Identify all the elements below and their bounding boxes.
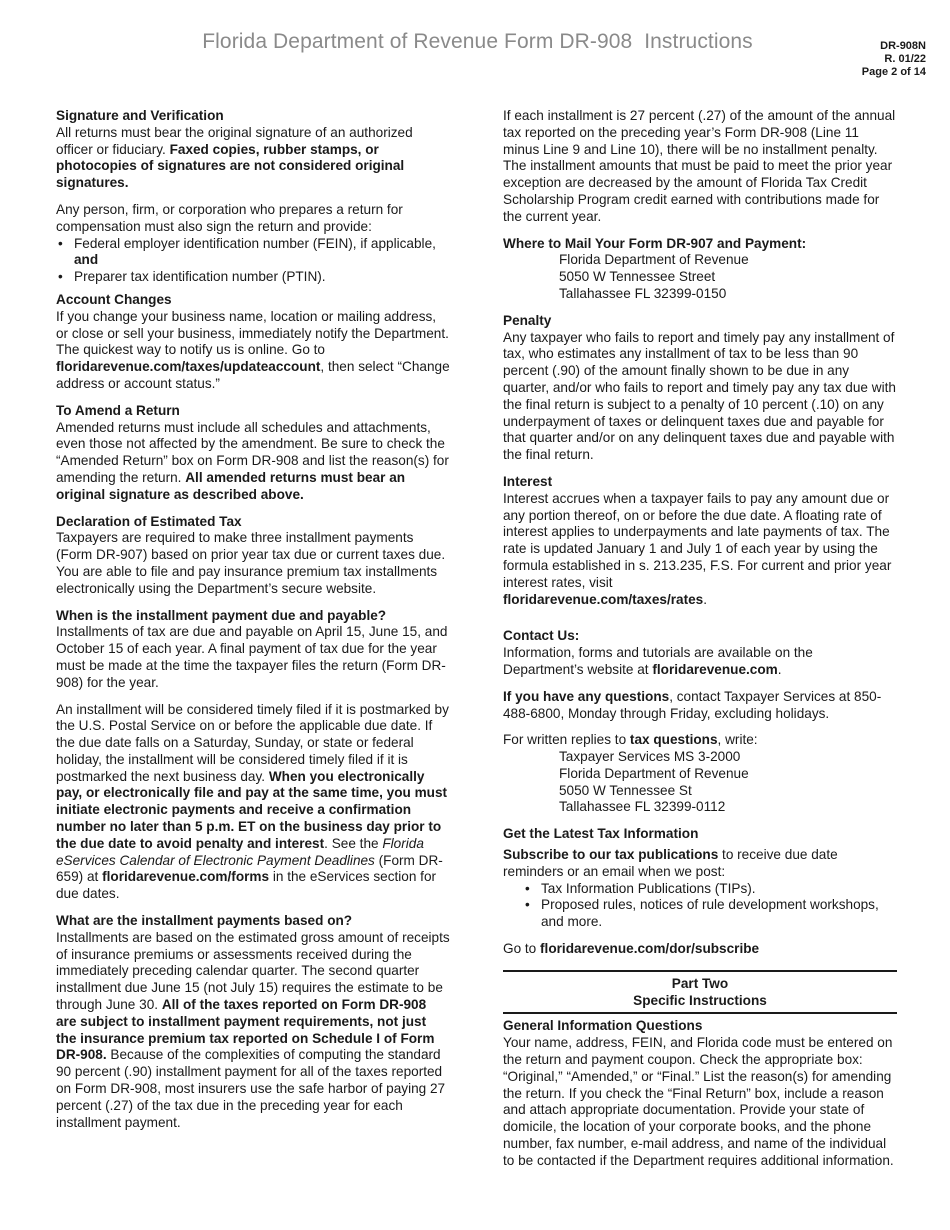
address-line: Taxpayer Services MS 3-2000: [559, 749, 741, 765]
due-date-heading: When is the installment payment due and payable?: [56, 607, 387, 623]
left-column: [56, 108, 450, 1141]
subscribe-go-paragraph: Go to floridarevenue.com/dor/subscribe: [503, 941, 760, 957]
update-account-link[interactable]: floridarevenue.com/taxes/updateaccount: [56, 359, 321, 375]
address-line: 5050 W Tennessee St: [559, 782, 692, 798]
form-revision: R. 01/22: [884, 53, 926, 65]
part-two-banner: [503, 970, 897, 1015]
installment-basis-heading: What are the installment payments based on?: [56, 913, 353, 929]
subscribe-paragraph: Subscribe to our tax publications to receive due date reminders or an email when we post:: [503, 847, 838, 879]
part-two-subtitle: Specific Instructions: [633, 992, 767, 1008]
page-number: Page 2 of 14: [861, 66, 926, 78]
signature-paragraph: All returns must bear the original signature of an authorized officer or fiduciary. Faxed copies, rubber stamps, or photocopies of signatures are not considered original signatures.: [56, 124, 413, 191]
page-title: Florida Department of Revenue Form DR-908 Instructions: [202, 30, 753, 53]
signature-heading: Signature and Verification: [56, 108, 224, 123]
rates-link[interactable]: floridarevenue.com/taxes/rates: [503, 591, 704, 607]
interest-paragraph: Interest accrues when a taxpayer fails to pay any amount due or any portion thereof, on or before the due date. A floating rate of interest applies to underpayments and late payments of tax. The rate is updated January 1 and July 1 of each year by using the formula established in s. 213.235, F.S. For current and prior year interest rates, visit floridarevenue.com/taxes/rates.: [503, 490, 892, 607]
publications-list: [523, 881, 897, 931]
due-date-paragraph: Installments of tax are due and payable on April 15, June 15, and October 15 of each year. A final payment of tax due for the year must be made at the time the taxpayer files the return (Form DR-908) for the year.: [56, 624, 448, 690]
timely-filed-paragraph: An installment will be considered timely filed if it is postmarked by the U.S. Postal Service on or before the applicable due date. If the due date falls on a Saturday, Sunday, or state or federal holiday, the installment will be considered timely filed if it is postmarked the next business day. When you electronically pay, or electronically file and pay at the same time, you must initiate electronic payments and receive a confirmation number no later than 5 p.m. ET on the business day prior to the due date to avoid penalty and interest. See the Florida eServices Calendar of Electronic Payment Deadlines (Form DR-659) at floridarevenue.com/forms in the eServices section for due dates.: [56, 701, 449, 902]
list-item: • Preparer tax identification number (PTIN).: [56, 269, 450, 286]
list-item: • Proposed rules, notices of rule development workshops, and more.: [523, 897, 897, 931]
mailing-address: [559, 252, 897, 302]
taxpayer-services-address: [559, 749, 897, 816]
amend-paragraph: Amended returns must include all schedules and attachments, even those not affected by the amendment. Be sure to check the “Amended Return” box on Form DR-908 and list the reason(s) for amending the return. All amended returns must bear an original signature as described above.: [56, 419, 449, 502]
latest-info-heading: Get the Latest Tax Information: [503, 826, 699, 842]
account-changes-heading: Account Changes: [56, 291, 172, 307]
right-column: [503, 108, 897, 1180]
address-line: Florida Department of Revenue: [559, 252, 749, 268]
general-info-paragraph: Your name, address, FEIN, and Florida code must be entered on the return and payment coupon. Check the appropriate box: “Original,” “Amended,” or “Final.” List the reason(s) for amending the return. If you check the “Final Return” box, include a reason and attach appropriate documentation. Provide your state of domicile, the location of your corporate books, and the phone number, fax number, e-mail address, and name of the individual to be contacted if the Department requires additional information.: [503, 1035, 894, 1168]
preparer-list: [56, 236, 450, 286]
amend-heading: To Amend a Return: [56, 402, 180, 418]
account-changes-paragraph: If you change your business name, location or mailing address, or close or sell your business, immediately notify the Department. The quickest way to notify us is online. Go to floridarevenue.com/taxes/updateaccount, then select “Change address or account status.”: [56, 308, 450, 391]
interest-heading: Interest: [503, 473, 553, 489]
address-line: 5050 W Tennessee Street: [559, 269, 716, 285]
installment-basis-paragraph: Installments are based on the estimated gross amount of receipts of insurance premiums or assessments received during the immediately preceding calendar quarter. The second quarter installment due June 15 (not July 15) requires the estimate to be through June 30. All of the taxes reported on Form DR-908 are subject to installment payment requirements, not just the insurance premium tax reported on Schedule I of Form DR-908. Because of the complexities of computing the standard 90 percent (.90) installment payment for all of the taxes reported on Form DR-908, most insurers use the safe harbor of paying 27 percent (.27) of the tax due in the preceding year for each installment payment.: [56, 929, 450, 1130]
general-info-heading: General Information Questions: [503, 1018, 703, 1034]
address-line: Tallahassee FL 32399-0150: [559, 285, 727, 301]
preparer-paragraph: Any person, firm, or corporation who prepares a return for compensation must also sign the return and provide:: [56, 201, 403, 234]
list-item: • Federal employer identification number (FEIN), if applicable, and: [56, 236, 450, 270]
written-replies-paragraph: For written replies to tax questions, write:: [503, 732, 758, 748]
part-two-title: Part Two: [671, 975, 729, 991]
penalty-heading: Penalty: [503, 312, 552, 328]
contact-paragraph: Information, forms and tutorials are available on the Department’s website at floridarevenue.com.: [503, 645, 813, 677]
address-line: Tallahassee FL 32399-0112: [559, 799, 726, 815]
estimated-tax-heading: Declaration of Estimated Tax: [56, 513, 242, 529]
safe-harbor-paragraph: If each installment is 27 percent (.27) of the amount of the annual tax reported on the preceding year’s Form DR-908 (Line 11 minus Line 9 and Line 10), there will be no installment penalty. The installment amounts that must be paid to meet the prior year exception are decreased by the amount of Florida Tax Credit Scholarship Program credit earned with contributions made for the current year.: [503, 108, 896, 224]
form-id-block: [862, 40, 926, 79]
subscribe-link[interactable]: floridarevenue.com/dor/subscribe: [540, 941, 760, 957]
mail-heading: Where to Mail Your Form DR-907 and Payment:: [503, 235, 807, 251]
penalty-paragraph: Any taxpayer who fails to report and timely pay any installment of tax, who estimates any installment of tax to be less than 90 percent (.90) of the amount finally shown to be due in any quarter, and/or who fails to report and timely pay any tax due with the final return is subject to a penalty of 10 percent (.10) on any underpayment of taxes or delinquent taxes due and payable for that quarter and/or on any delinquent taxes due and payable with the final return.: [503, 329, 896, 463]
website-link[interactable]: floridarevenue.com: [652, 661, 778, 677]
list-item: • Tax Information Publications (TIPs).: [523, 881, 897, 898]
questions-paragraph: If you have any questions, contact Taxpayer Services at 850-488-6800, Monday through Friday, excluding holidays.: [503, 688, 882, 721]
contact-heading: Contact Us:: [503, 628, 580, 644]
address-line: Florida Department of Revenue: [559, 765, 749, 781]
form-number: DR-908N: [880, 40, 926, 52]
estimated-tax-paragraph: Taxpayers are required to make three installment payments (Form DR-907) based on prior year tax due or current taxes due. You are able to file and pay insurance premium tax installments electronically using the Department’s secure website.: [56, 530, 446, 596]
forms-link[interactable]: floridarevenue.com/forms: [102, 869, 270, 885]
